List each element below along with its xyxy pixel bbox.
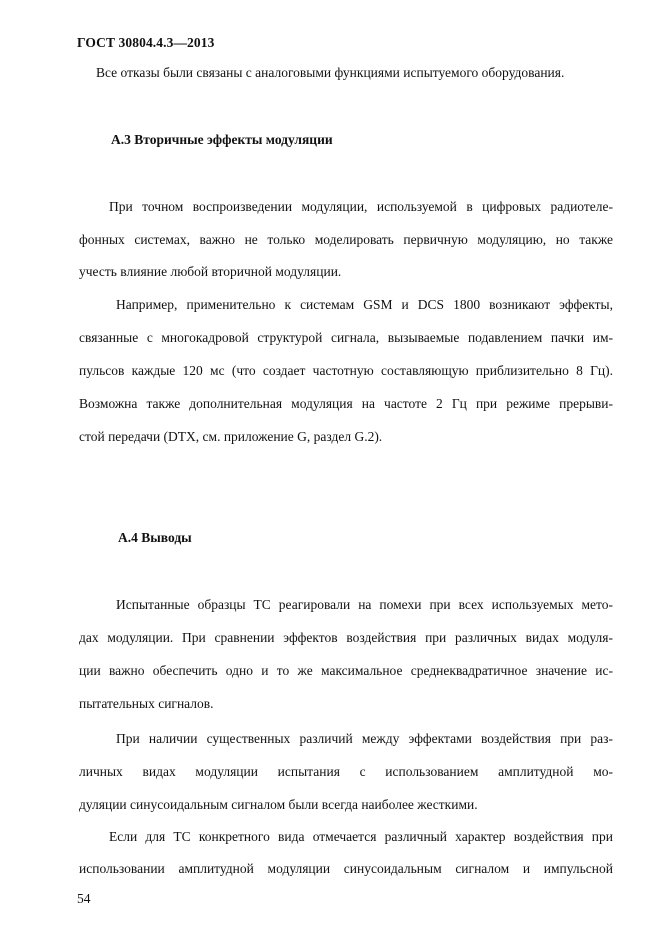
section-a3-heading: А.3 Вторичные эффекты модуляции	[111, 132, 333, 147]
paragraph-line: пытательных сигналов.	[79, 696, 214, 711]
paragraph-line: ции важно обеспечить одно и то же максимальное среднеквадратичное значение ис-	[79, 663, 613, 678]
document-header: ГОСТ 30804.4.3—2013	[77, 35, 215, 50]
paragraph-line: Испытанные образцы ТС реагировали на помехи при всех используемых мето-	[116, 597, 613, 612]
paragraph-line: При наличии существенных различий между эффектами воздействия при раз-	[116, 731, 613, 746]
paragraph-line: При точном воспроизведении модуляции, используемой в цифровых радиотеле-	[109, 199, 613, 214]
paragraph-line: пульсов каждые 120 мс (что создает частотную составляющую приблизительно 8 Гц).	[79, 363, 613, 378]
intro-line: Все отказы были связаны с аналоговыми функциями испытуемого оборудования.	[96, 65, 565, 80]
paragraph-line: Возможна также дополнительная модуляция на частоте 2 Гц при режиме прерыви-	[79, 396, 613, 411]
section-a4-heading: А.4 Выводы	[118, 530, 192, 545]
paragraph-line: дуляции синусоидальным сигналом были всегда наиболее жесткими.	[79, 797, 478, 812]
paragraph-line: связанные с многокадровой структурой сигнала, вызываемые подавлением пачки им-	[79, 330, 613, 345]
paragraph-line: использовании амплитудной модуляции синусоидальным сигналом и импульсной	[79, 861, 613, 876]
page-number: 54	[77, 891, 91, 906]
paragraph-line: учесть влияние любой вторичной модуляции.	[79, 264, 342, 279]
paragraph-line: Если для ТС конкретного вида отмечается различный характер воздействия при	[109, 829, 613, 844]
paragraph-line: Например, применительно к системам GSM и DCS 1800 возникают эффекты,	[116, 297, 613, 312]
paragraph-line: стой передачи (DTX, см. приложение G, раздел G.2).	[79, 429, 383, 444]
paragraph-line: личных видах модуляции испытания с использованием амплитудной мо-	[79, 764, 613, 779]
paragraph-line: фонных системах, важно не только моделировать первичную модуляцию, но также	[79, 232, 613, 247]
paragraph-line: дах модуляции. При сравнении эффектов воздействия при различных видах модуля-	[79, 630, 613, 645]
